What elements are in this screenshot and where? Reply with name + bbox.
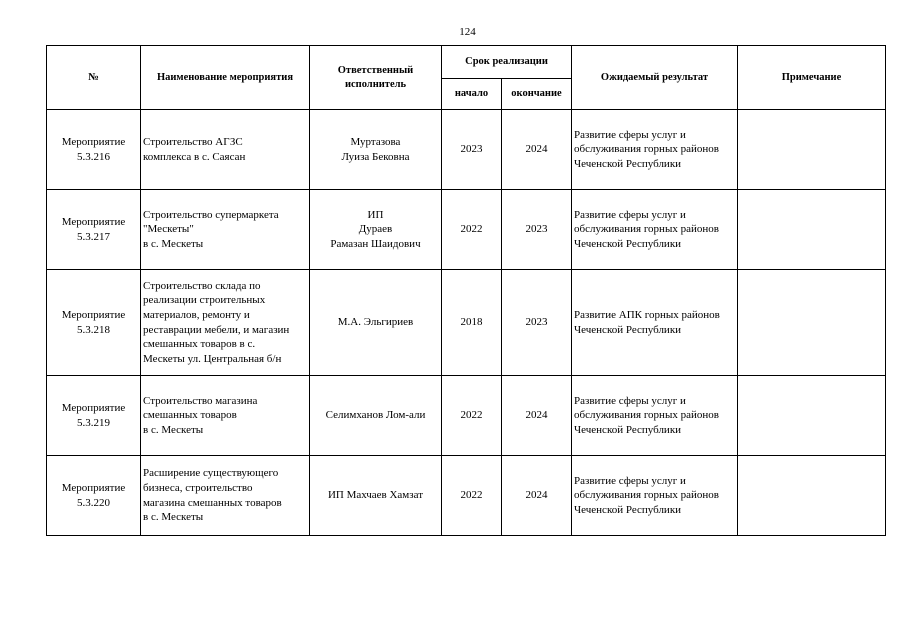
expected-result-cell-line: Чеченской Республики	[574, 323, 682, 336]
expected-result-cell	[572, 456, 738, 536]
note-cell	[738, 376, 886, 456]
expected-result-cell-line: обслуживания горных районов	[574, 409, 719, 422]
responsible-cell-line: Дураев	[358, 223, 393, 236]
measure-name-cell-line: Строительство супермаркета	[143, 208, 279, 221]
table-row	[47, 376, 886, 456]
responsible-cell-line: М.А. Эльгириев	[337, 316, 414, 329]
start-year-cell: 2022	[442, 190, 502, 270]
measure-name-cell-line: материалов, ремонту и	[143, 308, 250, 321]
expected-result-cell-line: Развитие сферы услуг и	[574, 474, 686, 487]
measure-number-cell-line: Мероприятие	[61, 215, 126, 228]
measure-name-cell-line: в с. Мескеты	[143, 237, 204, 250]
start-year-cell: 2022	[442, 376, 502, 456]
expected-result-cell-line: Чеченской Республики	[574, 157, 682, 170]
measure-name-cell-line: реставрации мебели, и магазин	[143, 323, 290, 336]
expected-result-cell	[572, 110, 738, 190]
end-year-cell: 2024	[502, 456, 572, 536]
responsible-cell-line: Луиза Бековна	[341, 150, 410, 163]
responsible-cell	[310, 376, 442, 456]
measure-name-cell-line: в с. Мескеты	[143, 423, 204, 436]
measure-name-cell-line: бизнеса, строительство	[143, 481, 253, 494]
header-row	[47, 46, 886, 79]
measure-name-cell	[141, 110, 310, 190]
measure-name-cell-line: Строительство склада по	[143, 279, 261, 292]
note-cell	[738, 456, 886, 536]
start-year-cell: 2023	[442, 110, 502, 190]
expected-result-cell-line: обслуживания горных районов	[574, 223, 719, 236]
note-cell	[738, 190, 886, 270]
measure-number-cell-line: Мероприятие	[61, 481, 126, 494]
measure-number-cell	[47, 190, 141, 270]
measure-name-cell-line: Мескеты ул. Центральная б/н	[143, 352, 282, 365]
note-cell	[738, 270, 886, 376]
expected-result-cell-line: Развитие сферы услуг и	[574, 208, 686, 221]
measure-number-cell-line: 5.3.218	[77, 323, 110, 336]
measure-name-cell	[141, 270, 310, 376]
measure-number-cell-line: 5.3.219	[77, 416, 110, 429]
header-period: Срок реализации	[442, 46, 572, 79]
page-number: 124	[459, 26, 476, 38]
measure-name-cell-line: Строительство АГЗС	[143, 135, 243, 148]
measure-name-cell-line: реализации строительных	[143, 294, 266, 307]
measure-name-cell-line: Строительство магазина	[143, 394, 258, 407]
responsible-cell	[310, 190, 442, 270]
measure-number-cell	[47, 456, 141, 536]
measure-name-cell-line: магазина смешанных товаров	[143, 496, 282, 509]
responsible-cell-line: ИП	[367, 208, 384, 221]
header-name: Наименование мероприятия	[141, 46, 310, 110]
end-year-cell: 2024	[502, 376, 572, 456]
measure-number-cell	[47, 376, 141, 456]
measure-number-cell	[47, 110, 141, 190]
expected-result-cell-line: Развитие сферы услуг и	[574, 394, 686, 407]
responsible-cell	[310, 456, 442, 536]
measure-number-cell	[47, 270, 141, 376]
expected-result-cell-line: обслуживания горных районов	[574, 143, 719, 156]
responsible-cell	[310, 270, 442, 376]
measure-name-cell-line: комплекса в с. Саясан	[143, 150, 246, 163]
expected-result-cell	[572, 190, 738, 270]
measure-number-cell-line: Мероприятие	[61, 135, 126, 148]
header-start: начало	[442, 79, 502, 110]
responsible-cell	[310, 110, 442, 190]
end-year-cell: 2023	[502, 270, 572, 376]
responsible-cell-line: ИП Махчаев Хамзат	[327, 489, 424, 502]
header-end: окончание	[502, 79, 572, 110]
measure-name-cell-line: "Мескеты"	[143, 223, 194, 236]
expected-result-cell-line: Чеченской Республики	[574, 423, 682, 436]
header-responsible: Ответственный исполнитель	[310, 46, 442, 110]
measure-name-cell-line: смешанных товаров	[143, 409, 237, 422]
end-year-cell: 2024	[502, 110, 572, 190]
responsible-cell-line: Рамазан Шаидович	[330, 237, 421, 250]
table-row	[47, 190, 886, 270]
measure-number-cell-line: 5.3.217	[77, 230, 110, 243]
end-year-cell: 2023	[502, 190, 572, 270]
expected-result-cell	[572, 376, 738, 456]
measure-name-cell-line: смешанных товаров в с.	[143, 338, 256, 351]
table-body	[47, 110, 886, 536]
responsible-cell-line: Селимханов Лом-али	[325, 409, 426, 422]
header-result: Ожидаемый результат	[572, 46, 738, 110]
expected-result-cell-line: Чеченской Республики	[574, 503, 682, 516]
table-row	[47, 270, 886, 376]
measures-table	[46, 45, 886, 536]
measure-name-cell	[141, 456, 310, 536]
header-note: Примечание	[738, 46, 886, 110]
start-year-cell: 2018	[442, 270, 502, 376]
expected-result-cell-line: Развитие АПК горных районов	[574, 308, 720, 321]
measure-number-cell-line: 5.3.220	[77, 496, 110, 509]
measure-number-cell-line: Мероприятие	[61, 308, 126, 321]
table-row	[47, 110, 886, 190]
header-number: №	[47, 46, 141, 110]
measure-number-cell-line: Мероприятие	[61, 401, 126, 414]
measure-number-cell-line: 5.3.216	[77, 150, 110, 163]
expected-result-cell-line: Чеченской Республики	[574, 237, 682, 250]
start-year-cell: 2022	[442, 456, 502, 536]
expected-result-cell-line: Развитие сферы услуг и	[574, 128, 686, 141]
measure-name-cell	[141, 376, 310, 456]
measure-name-cell	[141, 190, 310, 270]
expected-result-cell-line: обслуживания горных районов	[574, 489, 719, 502]
note-cell	[738, 110, 886, 190]
table-row	[47, 456, 886, 536]
expected-result-cell	[572, 270, 738, 376]
responsible-cell-line: Муртазова	[350, 135, 401, 148]
measure-name-cell-line: Расширение существующего	[143, 467, 279, 480]
measure-name-cell-line: в с. Мескеты	[143, 511, 204, 524]
